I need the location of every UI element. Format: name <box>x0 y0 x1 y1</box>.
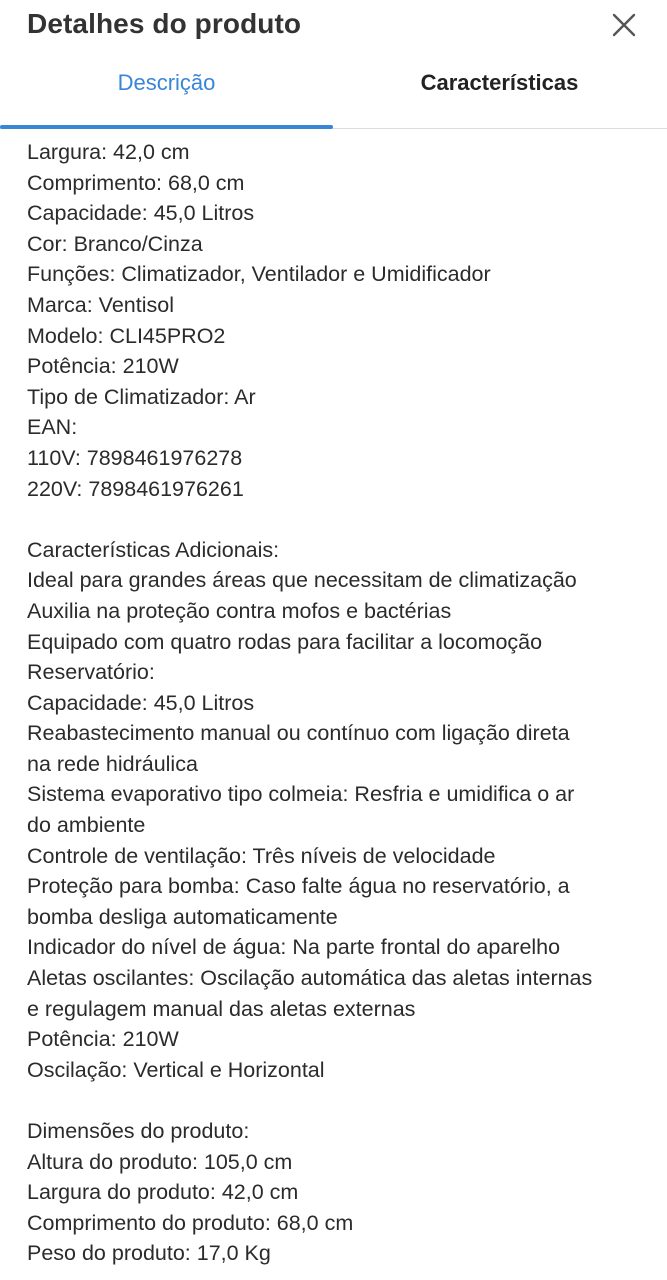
additional-line: Reservatório: <box>27 660 155 685</box>
specs-section <box>27 137 647 504</box>
additional-line: bomba desliga automaticamente <box>27 904 338 929</box>
additional-line: Indicador do nível de água: Na parte frontal do aparelho <box>27 935 561 960</box>
dimension-line: Largura do produto: 42,0 cm <box>27 1180 299 1205</box>
additional-line: Potência: 210W <box>27 1027 179 1052</box>
active-tab-indicator <box>0 125 333 129</box>
additional-line: Sistema evaporativo tipo colmeia: Resfria e umidifica o ar <box>27 782 575 807</box>
additional-line: Auxilia na proteção contra mofos e bactérias <box>27 598 452 623</box>
spec-line: EAN: <box>27 415 78 440</box>
spec-line: Comprimento: 68,0 cm <box>27 170 245 195</box>
additional-line: Capacidade: 45,0 Litros <box>27 690 255 715</box>
spec-line: Capacidade: 45,0 Litros <box>27 201 255 226</box>
dimension-line: Altura do produto: 105,0 cm <box>27 1149 293 1174</box>
dimensions-heading: Dimensões do produto: <box>27 1119 250 1143</box>
additional-line: Equipado com quatro rodas para facilitar a locomoção <box>27 629 543 654</box>
additional-line: Ideal para grandes áreas que necessitam de climatização <box>27 568 577 593</box>
additional-line: Oscilação: Vertical e Horizontal <box>27 1057 325 1082</box>
additional-line: do ambiente <box>27 813 146 838</box>
spec-line: Modelo: CLI45PRO2 <box>27 323 226 348</box>
tab-bar <box>0 52 667 129</box>
spec-line: 110V: 7898461976278 <box>27 445 243 470</box>
tab-caracteristicas[interactable]: Características <box>420 70 579 95</box>
dimensions-section <box>27 1116 647 1269</box>
additional-line: Aletas oscilantes: Oscilação automática das aletas internas <box>27 966 593 991</box>
spec-line: Marca: Ventisol <box>27 292 174 317</box>
description-content <box>0 129 667 1269</box>
additional-heading: Características Adicionais: <box>27 537 280 562</box>
spec-line: Cor: Branco/Cinza <box>27 231 203 256</box>
spec-line: Funções: Climatizador, Ventilador e Umidificador <box>27 262 491 287</box>
spec-line: 220V: 7898461976261 <box>27 476 244 501</box>
close-icon <box>611 12 637 38</box>
spec-line: Tipo de Climatizador: Ar <box>27 384 256 409</box>
dimension-line: Peso do produto: 17,0 Kg <box>27 1241 271 1266</box>
tab-descricao[interactable]: Descrição <box>117 70 216 95</box>
additional-line: Reabastecimento manual ou contínuo com ligação direta <box>27 721 570 746</box>
additional-line: Controle de ventilação: Três níveis de velocidade <box>27 843 496 868</box>
section-spacer <box>27 1085 647 1116</box>
additional-line: Proteção para bomba: Caso falte água no reservatório, a <box>27 874 570 899</box>
section-spacer <box>27 504 647 535</box>
additional-line: e regulagem manual das aletas externas <box>27 996 416 1021</box>
spec-line: Potência: 210W <box>27 354 179 379</box>
close-button[interactable] <box>611 12 637 38</box>
dimension-line: Comprimento do produto: 68,0 cm <box>27 1210 354 1235</box>
dialog-header <box>0 0 667 52</box>
spec-line: Largura: 42,0 cm <box>27 140 190 164</box>
additional-section <box>27 535 647 1086</box>
page-title: Detalhes do produto <box>27 8 302 39</box>
additional-line: na rede hidráulica <box>27 751 198 776</box>
